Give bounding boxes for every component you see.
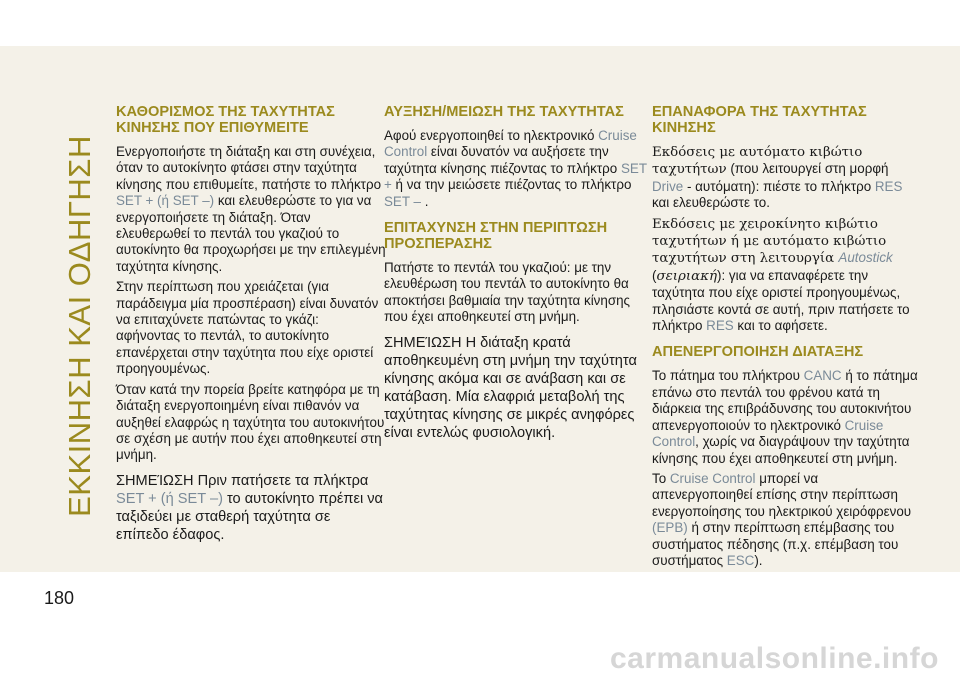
key-epb: (EPB) — [652, 520, 688, 536]
watermark-strip — [0, 640, 960, 678]
page-number: 180 — [44, 588, 75, 608]
key-drive: Drive — [652, 178, 684, 194]
paragraph-auto-deactivation: Το Cruise Control μπορεί να απενεργοποιηθεί επίσης στην περίπτωση ενεργοποίησης του ηλεκτρικού χειρόφρενου (EPB) ή στην περίπτωση επέμβασης του συστήματος πέδησης (π.χ. επέμβαση του συστήματος ESC). — [652, 470, 912, 568]
watermark-text: carmanualsonline.info — [610, 642, 939, 675]
paragraph-overtaking: Στην περίπτωση που χρειάζεται (για παράδειγμα μία προσπέραση) είναι δυνατόν να επιταχύνετε πατώντας το γκάζι: αφήνοντας το πεντάλ, το αυτοκίνητο επανέρχεται στην ταχύτητα που είχε οριστεί προηγουμένως. — [116, 279, 379, 377]
column-3 — [652, 104, 922, 573]
key-set-minus: SET – — [384, 193, 421, 209]
column-1 — [116, 104, 386, 548]
key-cruise-control-3: Cruise Control — [669, 470, 756, 486]
paragraph-resume-automatic: Εκδόσεις με αυτόματο κιβώτιο ταχυτήτων (που λειτουργεί στη μορφή Drive - αυτόματη): πιέστε το πλήκτρο RES και ελευθερώστε το. — [652, 145, 903, 211]
paragraph-increase-decrease: Αφού ενεργοποιηθεί το ηλεκτρονικό Cruise Control είναι δυνατόν να αυξήσετε την ταχύτητα κίνησης πιέζοντας το πλήκτρο SET + ή να την μειώσετε πιέζοντας το πλήκτρο SET – . — [384, 128, 647, 209]
paragraph-downhill: Όταν κατά την πορεία βρείτε κατηφόρα με τη διάταξη ενεργοποιημένη είναι πιθανόν να αυξηθεί ελαφρώς η ταχύτητα του αυτοκινήτου σε σχέση με αυτήν που έχει αποθηκευτεί στη μνήμη. — [116, 381, 385, 463]
key-set-plus: SET + — [384, 160, 647, 193]
note-memory: ΣΗΜΕΊΩΣΗ Η διάταξη κρατά αποθηκευμένη στη μνήμη την ταχύτητα κίνησης ακόμα και σε ανάβαση και σε κατάβαση. Μία ελαφριά μεταβολή της ταχύτητας κίνησης σε μικρές ανηφόρες είναι εντελώς φυσιολογική. — [384, 334, 637, 441]
side-section-title — [52, 96, 108, 556]
key-set: SET + (ή SET –) — [116, 193, 215, 209]
key-canc: CANC — [803, 368, 842, 384]
heading-deactivation: ΑΠΕΝΕΡΓΟΠΟΙΗΣΗ ΔΙΑΤΑΞΗΣ — [652, 344, 864, 361]
heading-overtaking-acceleration: ΕΠΙΤΑΧΥΝΣΗ ΣΤΗΝ ΠΕΡΙΠΤΩΣΗ ΠΡΟΣΠΕΡΑΣΗΣ — [384, 220, 608, 253]
paragraph-deactivation: Το πάτημα του πλήκτρου CANC ή το πάτημα επάνω στο πεντάλ του φρένου κατά τη διάρκεια της επιβράδυνσης του αυτοκινήτου απενεργοποιούν το ηλεκτρονικό Cruise Control, χωρίς να διαγράψουν την ταχύτητα κίνησης που έχει αποθηκευτεί στη μνήμη. — [652, 368, 918, 466]
key-cruise-control-2: Cruise Control — [652, 417, 884, 450]
paragraph-set-speed: Ενεργοποιήστε τη διάταξη και στη συνέχεια, όταν το αυτοκίνητο φτάσει στην ταχύτητα κίνησης που επιθυμείτε, πατήστε το πλήκτρο SET + (ή SET –) και ελευθερώστε το για να ενεργοποιήσετε τη διάταξη. Όταν ελευθερωθεί το πεντάλ του γκαζιού το αυτοκίνητο θα προχωρήσει με την επιλεγμένη ταχύτητα κίνησης. — [116, 144, 386, 274]
key-res: RES — [874, 178, 903, 194]
key-autostick: Autostick — [838, 250, 893, 266]
key-set-note: SET + (ή SET –) — [116, 490, 223, 507]
paragraph-resume-manual: Εκδόσεις με χειροκίνητο κιβώτιο ταχυτήτων ή με αυτόματο κιβώτιο ταχυτήτων στη λειτουργία Autostick (σειριακή): για να επαναφέρετε την ταχύτητα που είχε οριστεί προηγουμένως, πλησιάστε κοντά σε αυτή, πριν πατήσετε το πλήκτρο RES και το αφήσετε. — [652, 216, 910, 334]
heading-increase-decrease: ΑΥΞΗΣΗ/ΜΕΙΩΣΗ ΤΗΣ ΤΑΧΥΤΗΤΑΣ — [384, 104, 624, 120]
heading-resume-speed: ΕΠΑΝΑΦΟΡΑ ΤΗΣ ΤΑΧΥΤΗΤΑΣ ΚΙΝΗΣΗΣ — [652, 104, 867, 136]
heading-set-speed: ΚΑΘΟΡΙΣΜΟΣ ΤΗΣ ΤΑΧΥΤΗΤΑΣ ΚΙΝΗΣΗΣ ΠΟΥ ΕΠΙΘΥΜΕΙΤΕ — [116, 104, 335, 136]
key-res-manual: RES — [706, 318, 734, 334]
side-section-title-text: ΕΚΚΙΝΗΣΗ ΚΑΙ ΟΔΗΓΗΣΗ — [62, 135, 98, 517]
column-2 — [384, 104, 654, 446]
key-cruise-control: Cruise Control — [384, 128, 637, 160]
key-esc: ESC — [726, 552, 755, 568]
paragraph-overtaking-acceleration: Πατήστε το πεντάλ του γκαζιού: με την ελευθέρωση του πεντάλ το αυτοκίνητο θα αποκτήσει βαθμιαία την ταχύτητα κίνησης που έχει αποθηκευτεί στη μνήμη. — [384, 260, 630, 325]
note-set-speed: ΣΗΜΕΊΩΣΗ Πριν πατήσετε τα πλήκτρα SET + (ή SET –) το αυτοκίνητο πρέπει να ταξιδεύει με σταθερή ταχύτητα σε επίπεδο έδαφος. — [116, 472, 383, 543]
